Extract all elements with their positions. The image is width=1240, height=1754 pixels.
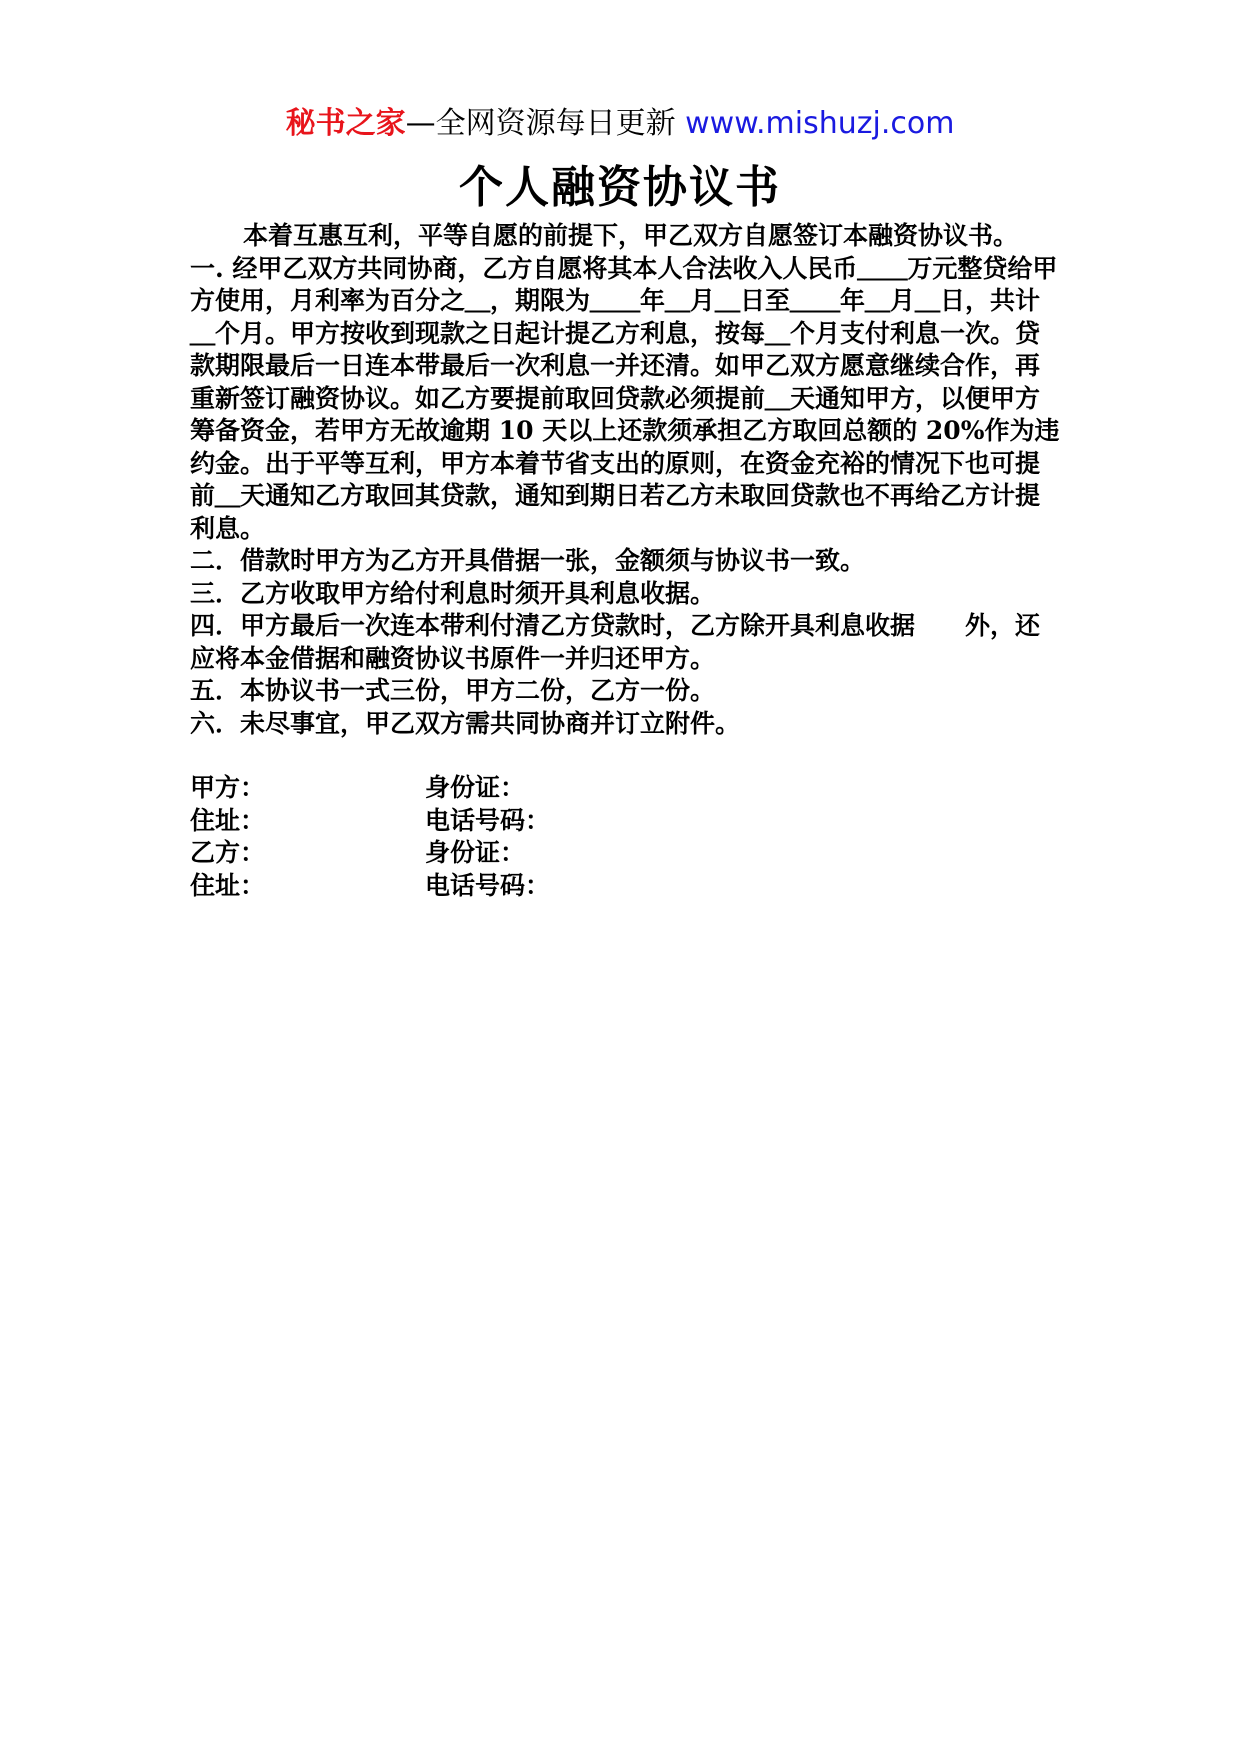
- party-a-address-label: 住址：: [190, 805, 266, 835]
- intro-paragraph: 本着互惠互利，平等自愿的前提下，甲乙双方自愿签订本融资协议书。: [243, 221, 1019, 250]
- banner-brand: 秘书之家: [285, 106, 406, 141]
- party-a-label: 甲方：: [190, 773, 266, 802]
- signature-row: [190, 805, 1060, 838]
- party-a-id-label: 身份证：: [425, 773, 526, 802]
- signature-row: [190, 837, 1060, 870]
- document-title: 个人融资协议书: [459, 162, 781, 213]
- party-b-phone-label: 电话号码：: [425, 870, 551, 900]
- banner-tagline: —全网资源每日更新: [405, 106, 686, 141]
- clause-1: 一. 经甲乙双方共同协商，乙方自愿将其本人合法收入人民币＿＿万元整贷给甲方使用，月利率为百分之＿，期限为＿＿年＿月＿日至＿＿年＿月＿日，共计＿个月。甲方按收到现款之日起计提乙方利息，按每＿个月支付利息一次。贷款期限最后一日连本带最后一次利息一并还清。如甲乙双方愿意继续合作，再重新签订融资协议。如乙方要提前取回贷款必须提前＿天通知甲方，以便甲方筹备资金，若甲方无故逾期 10 天以上还款须承担乙方取回总额的 20%作为违约金。出于平等互利，甲方本着节省支出的原则，在资金充裕的情况下也可提前＿天通知乙方取回其贷款，通知到期日若乙方未取回贷款也不再给乙方计提利息。: [190, 253, 1060, 543]
- clause-4: 四．甲方最后一次连本带利付清乙方贷款时，乙方除开具利息收据 外，还应将本金借据和融资协议书原件一并归还甲方。: [190, 611, 1041, 673]
- signature-row: [190, 772, 1060, 805]
- clause-6: 六．未尽事宜，甲乙双方需共同协商并订立附件。: [190, 708, 741, 738]
- party-b-label: 乙方：: [190, 838, 266, 867]
- party-b-id-label: 身份证：: [425, 838, 526, 867]
- site-banner: [0, 104, 1240, 144]
- signature-block: [190, 772, 1060, 902]
- clause-5: 五．本协议书一式三份，甲方二份，乙方一份。: [190, 676, 716, 705]
- banner-url[interactable]: www.mishuzj.com: [685, 106, 955, 141]
- clause-2: 二．借款时甲方为乙方开具借据一张，金额须与协议书一致。: [190, 546, 866, 575]
- signature-row: [190, 870, 1060, 903]
- party-a-phone-label: 电话号码：: [425, 805, 551, 835]
- document-body: [190, 220, 1060, 902]
- party-b-address-label: 住址：: [190, 870, 266, 900]
- clause-3: 三．乙方收取甲方给付利息时须开具利息收据。: [190, 578, 716, 608]
